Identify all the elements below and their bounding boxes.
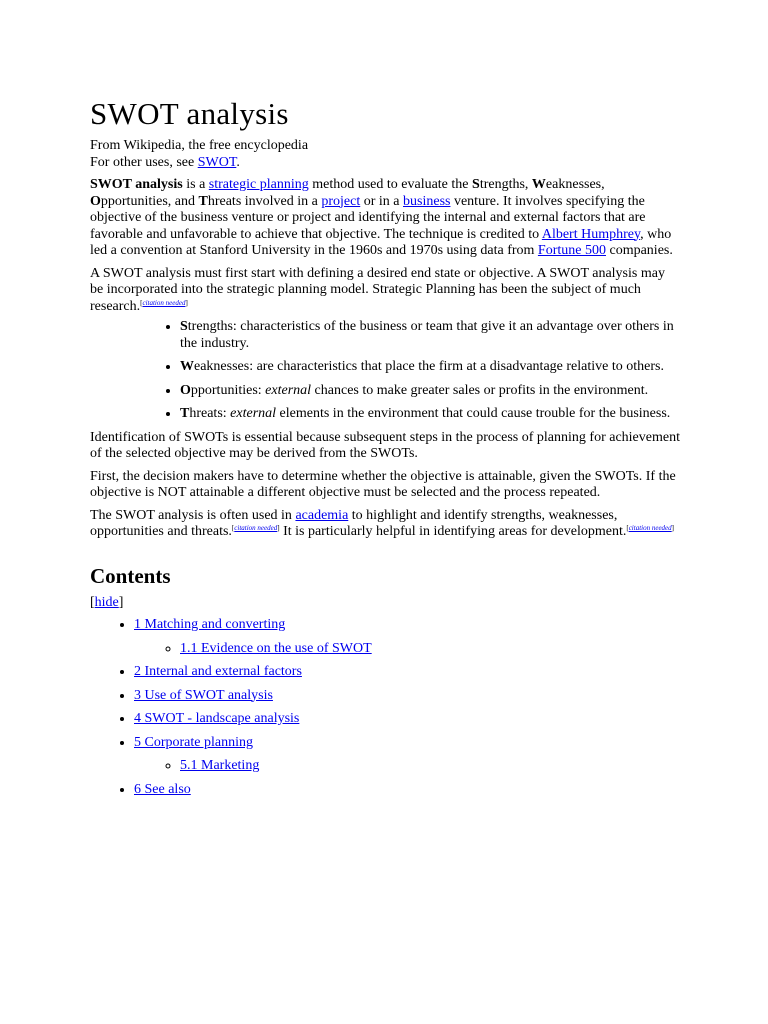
toc-item xyxy=(134,735,680,775)
intro-text: venture. It involves specifying the objective of the business venture or project and identifying the internal and external factors that are favorable and unfavorable to achieve that objective. The technique is credited to xyxy=(90,193,646,242)
citation-needed-tag: [citation needed] xyxy=(626,524,675,532)
toc-sublist xyxy=(134,641,680,658)
citation-needed-tag: [citation needed] xyxy=(140,298,188,307)
intro-text: trengths, xyxy=(479,177,532,192)
hatnote xyxy=(90,155,680,172)
citation-needed-link[interactable]: citation needed xyxy=(142,298,186,307)
toc-link-corporate-planning[interactable]: 5 Corporate planning xyxy=(134,734,253,750)
list-item-opportunities xyxy=(180,383,680,400)
list-item-threats xyxy=(180,406,680,423)
toc-toggle xyxy=(90,595,680,612)
intro-letter-o: O xyxy=(90,193,101,209)
paragraph-end-state xyxy=(90,266,680,316)
paragraph-text: A SWOT analysis must first start with defining a desired end state or objective. A SWOT analysis may be incorporated into the strategic planning model. Strategic Planning has been the subject of much research. xyxy=(90,265,665,314)
toc-link-use-of-swot[interactable]: 3 Use of SWOT analysis xyxy=(134,687,273,703)
toc-item xyxy=(134,711,680,728)
toc-link-internal-external[interactable]: 2 Internal and external factors xyxy=(134,664,302,679)
intro-paragraph xyxy=(90,177,680,260)
intro-text: , who led a convention at Stanford University in the 1960s and 1970s using data from xyxy=(90,226,672,258)
list-item-text: trengths: characteristics of the business or team that give it an advantage over others in the industry. xyxy=(180,319,674,351)
hatnote-link-swot[interactable]: SWOT xyxy=(197,154,237,170)
link-business[interactable]: business xyxy=(403,193,451,209)
toc-sublist xyxy=(134,758,680,775)
hatnote-suffix: . xyxy=(236,154,240,170)
intro-text: or in a xyxy=(360,193,404,209)
toc-bracket: ] xyxy=(118,594,124,610)
toc-link-landscape[interactable]: 4 SWOT - landscape analysis xyxy=(134,711,300,726)
toc-link-evidence[interactable]: 1.1 Evidence on the use of SWOT xyxy=(180,640,372,656)
letter-t: T xyxy=(180,406,190,421)
hatnote-text: For other uses, see xyxy=(90,154,198,170)
link-project[interactable]: project xyxy=(321,193,361,209)
list-item-text: pportunities: xyxy=(190,382,266,398)
toc-link-marketing[interactable]: 5.1 Marketing xyxy=(180,758,260,773)
link-fortune-500[interactable]: Fortune 500 xyxy=(537,243,606,258)
list-item-text: elements in the environment that could cause trouble for the business. xyxy=(276,406,671,421)
link-albert-humphrey[interactable]: Albert Humphrey xyxy=(541,226,641,242)
letter-o: O xyxy=(180,382,191,398)
toc-bracket: [ xyxy=(90,594,95,610)
letter-w: W xyxy=(180,359,194,374)
page-title: SWOT analysis xyxy=(90,96,289,131)
toc-title: Contents xyxy=(90,563,171,588)
swot-list xyxy=(90,319,680,423)
toc-hide-button[interactable]: hide xyxy=(94,594,119,610)
toc-item xyxy=(134,688,680,705)
toc-link-matching-converting[interactable]: 1 Matching and converting xyxy=(134,617,286,632)
citation-needed-link[interactable]: citation needed xyxy=(234,524,278,532)
link-academia[interactable]: academia xyxy=(295,507,349,523)
intro-text: pportunities, and xyxy=(100,193,199,209)
toc-subitem xyxy=(180,758,680,775)
toc-item xyxy=(134,664,680,681)
intro-bold-term: SWOT analysis xyxy=(90,177,183,192)
link-strategic-planning[interactable]: strategic planning xyxy=(208,177,309,192)
toc-item xyxy=(134,617,680,657)
emphasis-external: external xyxy=(265,382,312,398)
paragraph-text: to highlight and identify strengths, weaknesses, opportunities and threats. xyxy=(90,507,618,539)
list-item-text: eaknesses: are characteristics that place the firm at a disadvantage relative to others. xyxy=(194,359,664,374)
list-item-weaknesses xyxy=(180,359,680,376)
intro-text: method used to evaluate the xyxy=(308,177,473,192)
citation-needed-link[interactable]: citation needed xyxy=(628,524,672,532)
intro-text: companies. xyxy=(605,243,673,258)
paragraph-academia xyxy=(90,508,680,541)
paragraph-decision-makers: First, the decision makers have to determine whether the objective is attainable, given the SWOTs. If the objective is NOT attainable a different objective must be selected and the process repeated. xyxy=(90,468,676,500)
emphasis-external: external xyxy=(230,406,277,421)
intro-letter-t: T xyxy=(198,193,208,209)
intro-text: eaknesses, xyxy=(545,177,605,192)
paragraph-text: It is particularly helpful in identifying areas for development. xyxy=(279,524,627,539)
toc-link-see-also[interactable]: 6 See also xyxy=(134,781,191,797)
paragraph-identification: Identification of SWOTs is essential because subsequent steps in the process of planning for achievement of the selected objective may be derived from the SWOTs. xyxy=(90,429,680,461)
paragraph-text: The SWOT analysis is often used in xyxy=(90,507,296,523)
list-item-text: chances to make greater sales or profits in the environment. xyxy=(311,382,649,398)
intro-text: is a xyxy=(182,177,209,192)
intro-letter-w: W xyxy=(531,177,546,192)
intro-text: hreats involved in a xyxy=(207,193,322,209)
list-item-text: hreats: xyxy=(189,406,231,421)
toc-subitem xyxy=(180,641,680,658)
letter-s: S xyxy=(180,319,188,334)
list-item-strengths xyxy=(180,319,680,352)
toc-item xyxy=(134,782,680,799)
citation-needed-tag: [citation needed] xyxy=(231,524,280,532)
article-content xyxy=(90,96,680,805)
intro-letter-s: S xyxy=(472,177,480,192)
toc-list xyxy=(90,617,680,798)
site-sub: From Wikipedia, the free encyclopedia xyxy=(90,138,309,153)
